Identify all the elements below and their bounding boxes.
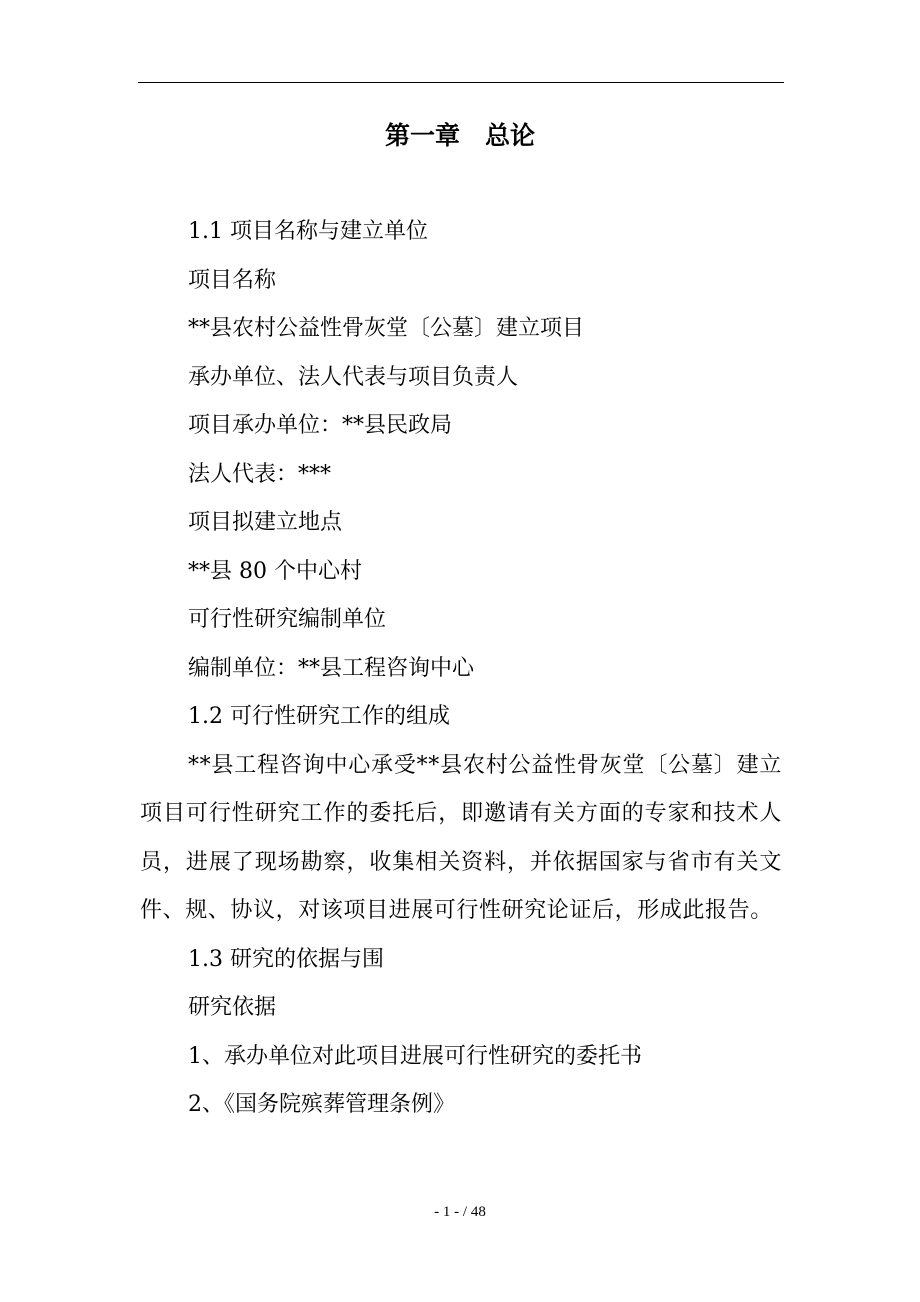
value-undertaking-unit: 项目承办单位：**县民政局: [188, 413, 453, 438]
page-number: - 1 - / 48: [434, 1204, 486, 1220]
label-undertaking-unit: 承办单位、法人代表与项目负责人: [188, 364, 519, 390]
section-heading-1-1: 1.1 项目名称与建立单位: [188, 219, 428, 244]
value-compiling-unit: 编制单位：**县工程咨询中心: [188, 655, 475, 681]
label-compiling-unit: 可行性研究编制单位: [188, 607, 387, 632]
value-project-name: **县农村公益性骨灰堂〔公墓〕建立项目: [188, 316, 585, 341]
label-project-location: 项目拟建立地点: [188, 510, 343, 535]
label-research-basis: 研究依据: [188, 995, 277, 1020]
label-project-name: 项目名称: [188, 267, 277, 293]
value-project-location: **县 80 个中心村: [188, 558, 362, 584]
list-item-1: 1、承办单位对此项目进展可行性研究的委托书: [188, 1043, 642, 1069]
section-heading-1-3: 1.3 研究的依据与围: [188, 946, 384, 972]
header-rule: [138, 82, 784, 83]
section-heading-1-2: 1.2 可行性研究工作的组成: [188, 704, 450, 729]
document-body: [140, 208, 782, 1130]
value-legal-representative: 法人代表：***: [188, 461, 332, 487]
list-item-2: 2、《国务院殡葬管理条例》: [188, 1092, 455, 1117]
chapter-title: 第一章 总论: [384, 121, 535, 150]
body-paragraph: **县工程咨询中心承受**县农村公益性骨灰堂〔公墓〕建立项目可行性研究工作的委托后，即邀请有关方面的专家和技术人员，进展了现场勘察，收集相关资料，并依据国家与省市有关文件、规、协议，对该项目进展可行性研究论证后，形成此报告。: [140, 752, 782, 923]
